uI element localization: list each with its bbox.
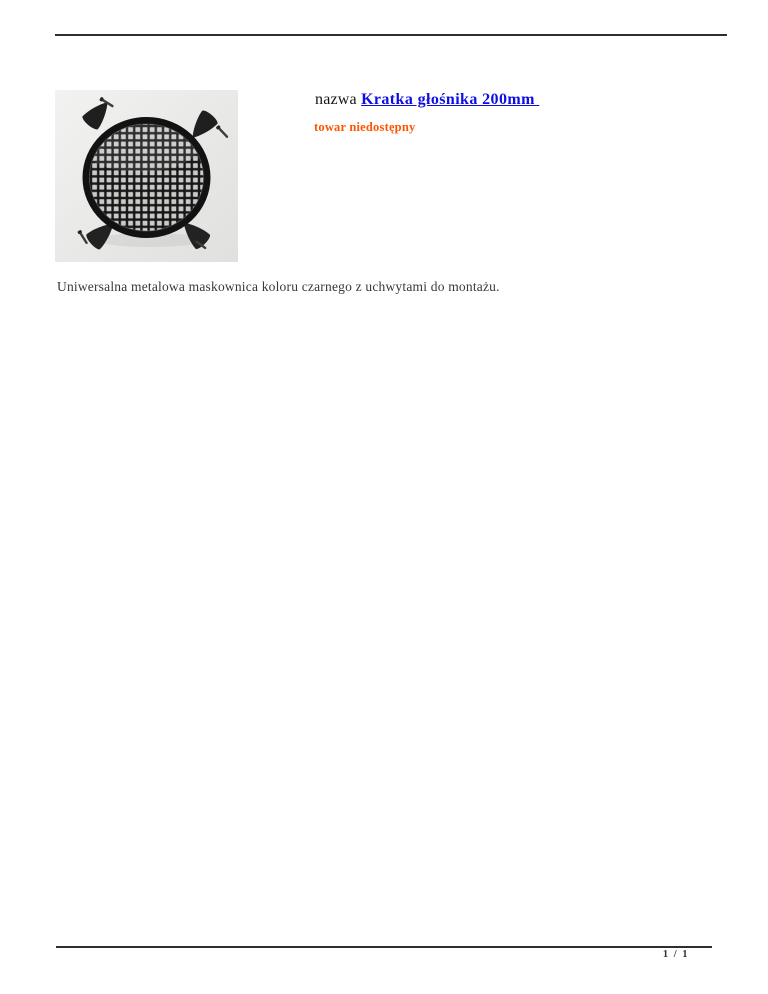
product-image (55, 90, 238, 262)
product-name-line (315, 91, 539, 109)
product-name-link[interactable]: Kratka głośnika 200mm (361, 91, 540, 108)
product-description: Uniwersalna metalowa maskownica koloru czarnego z uchwytami do montażu. (57, 279, 500, 294)
page-number: 1 / 1 (662, 949, 688, 960)
availability-status: towar niedostępny (314, 120, 416, 134)
speaker-grille-photo (55, 90, 238, 262)
header-rule (55, 34, 727, 36)
product-name-label: nazwa (315, 91, 357, 108)
footer-rule (56, 946, 712, 948)
